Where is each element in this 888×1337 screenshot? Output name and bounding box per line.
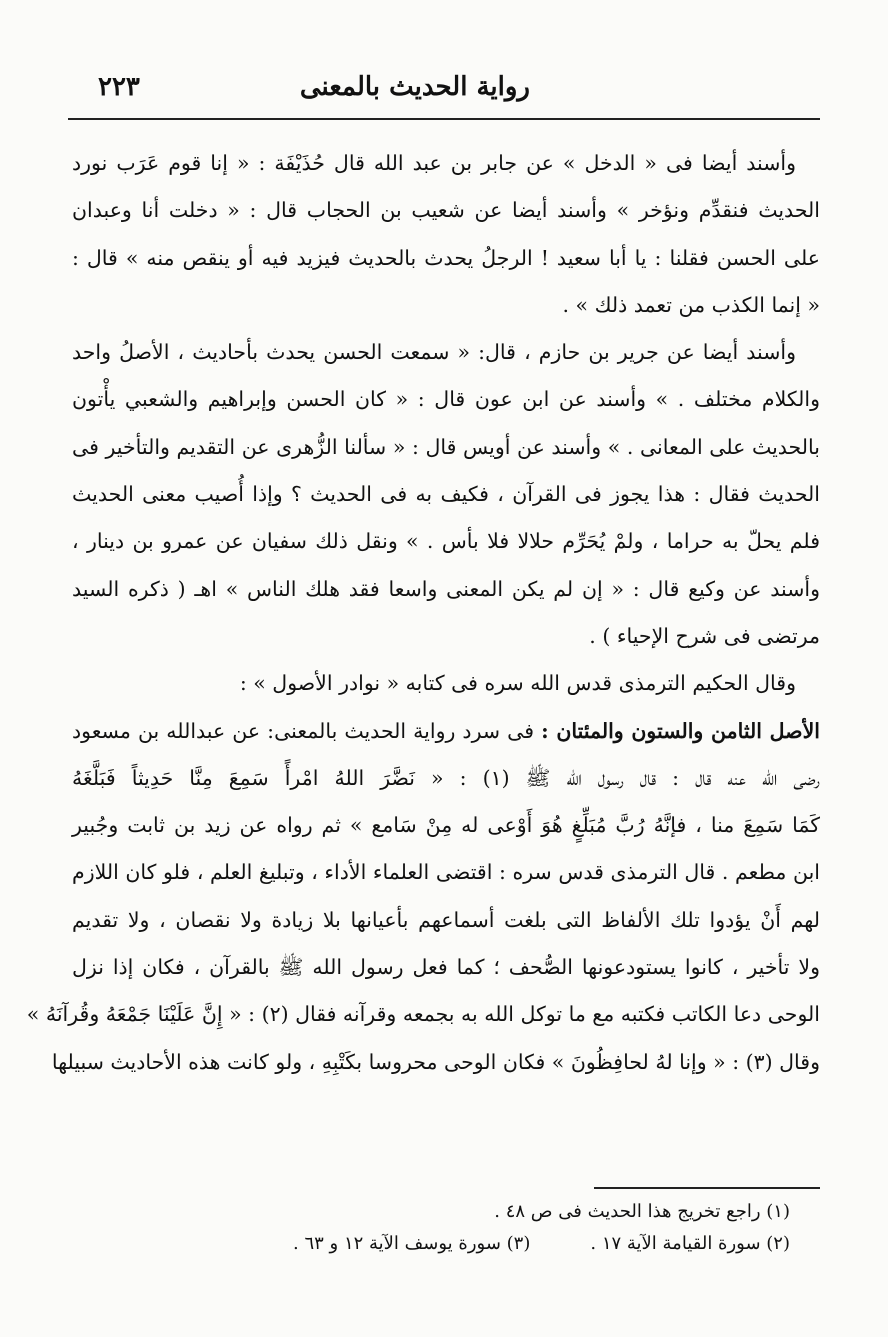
page-number: ٢٢٣ <box>98 72 140 102</box>
text-line: الوحى دعا الكاتب فكتبه مع ما توكل الله به بجمعه وقرآنه فقال (٢) : « إِنَّ عَلَيْنَا جَمْعَهُ وقُرآنَهُ » <box>26 1002 820 1027</box>
text-line: وأسند عن وكيع قال : « إن لم يكن المعنى واسعا فقد هلك الناس » اهـ ( ذكره السيد <box>72 576 820 601</box>
running-header <box>68 72 820 116</box>
footnote-row <box>100 1228 790 1260</box>
footnotes <box>100 1196 790 1260</box>
text-line: « إنما الكذب من تعمد ذلك » . <box>562 292 820 317</box>
text-line: وأسند أيضا عن جرير بن حازم ، قال: « سمعت الحسن يحدث بأحاديث ، الأصلُ واحد <box>72 340 796 365</box>
text-line: فلم يحلّ به حراما ، ولمْ يُحَرِّم حلالا فلا بأس . » ونقل ذلك سفيان عن عمرو بن دينار ، <box>72 529 820 554</box>
text-line: ولا تأخير ، كانوا يستودعونها الصُّحف ؛ كما فعل رسول الله ﷺ بالقرآن ، فكان إذا نزل <box>72 955 820 980</box>
text-line: كَمَا سَمِعَ منا ، فإنَّهُ رُبَّ مُبَلِّغٍ هُوَ أَوْعى له مِنْ سَامع » ثم رواه عن زيد بن ثابت وجُبير <box>72 813 820 838</box>
text-line: على الحسن فقلنا : يا أبا سعيد ! الرجلُ يحدث بالحديث فيزيد فيه أو ينقص منه » قال : <box>72 245 820 270</box>
footnote-3: (٣) سورة يوسف الآية ١٢ و ٦٣ . <box>293 1233 531 1254</box>
text-line: الحديث فنقدِّم ونؤخر » وأسند أيضا عن شعيب بن الحجاب قال : « دخلت أنا وعبدان <box>72 198 820 223</box>
text-line: والكلام مختلف . » وأسند عن ابن عون قال : « كان الحسن وإبراهيم والشعبي يأْتون <box>72 387 820 412</box>
running-title: رواية الحديث بالمعنى <box>299 72 530 102</box>
text-line: مرتضى فى شرح الإحياء ) . <box>589 623 820 648</box>
text-line: الحديث فقال : هذا يجوز فى القرآن ، فكيف به فى الحديث ؟ وإذا أُصيب معنى الحديث <box>72 482 820 507</box>
text-line: وقال الحكيم الترمذى قدس الله سره فى كتابه « نوادر الأصول » : <box>239 671 796 696</box>
text-line: وأسند أيضا فى « الدخل » عن جابر بن عبد الله قال حُذَيْفَة : « إنا قوم عَرَب نورد <box>72 151 796 175</box>
text-span: فى سرد رواية الحديث بالمعنى: عن عبدالله بن مسعود <box>72 718 535 743</box>
section-heading-line <box>72 708 820 755</box>
section-heading: الأصل الثامن والستون والمئتان : <box>541 718 820 743</box>
text-line: وقال (٣) : « وإنا لهُ لحافِظُونَ » فكان الوحى محروسا بكَتْبِهِ ، ولو كانت هذه الأحاديث سبيلها <box>51 1049 820 1074</box>
text-line: لهم أَنْ يؤدوا تلك الألفاظ التى بلغت أسماعهم بأعيانها بلا زيادة ولا نقصان ، ولا تقديم <box>72 907 820 932</box>
header-rule <box>68 118 820 120</box>
footnote-1: (١) راجع تخريج هذا الحديث فى ص ٤٨ . <box>494 1201 790 1222</box>
main-text <box>26 140 820 1086</box>
text-line: ابن مطعم . قال الترمذى قدس سره : اقتضى العلماء الأداء ، وتبليغ العلم ، فلو كان اللازم <box>72 860 820 885</box>
text-line: رضى الله عنه قال : قال رسول الله ﷺ (١) : « نَضَّرَ اللهُ امْرأً سَمِعَ مِنَّا حَدِيثاً فَبَلَّغَهُ <box>72 765 820 790</box>
footnote-rule <box>594 1187 820 1189</box>
text-line: بالحديث على المعانى . » وأسند عن أويس قال : « سألنا الزُّهرى عن التقديم والتأخير فى <box>72 434 820 459</box>
footnote-2: (٢) سورة القيامة الآية ١٧ . <box>590 1233 790 1254</box>
